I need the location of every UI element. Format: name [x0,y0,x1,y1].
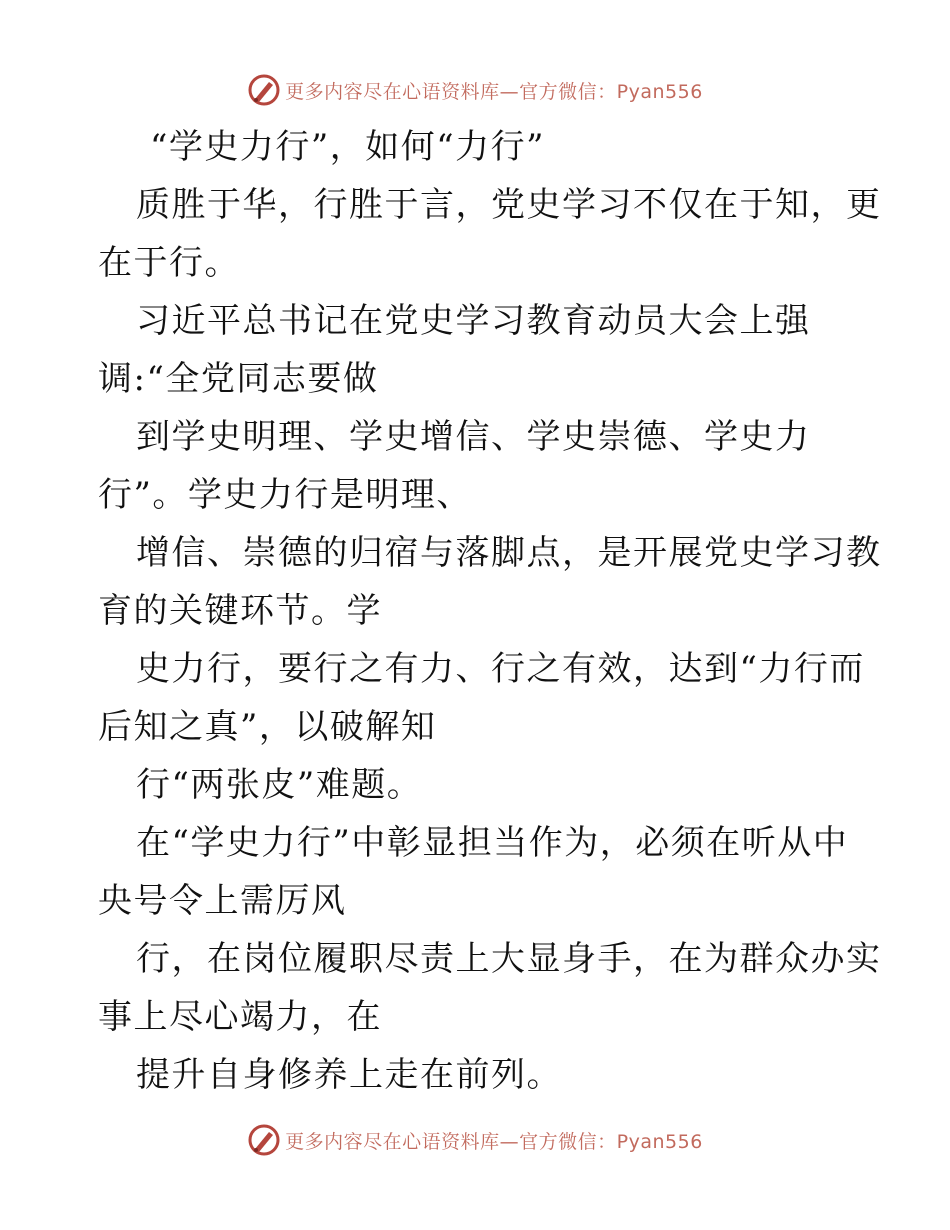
text-line: 调:“全党同志要做 [98,359,379,399]
text-line: 质胜于华，行胜于言，党史学习不仅在于知，更 [136,185,882,225]
text-line: 史力行，要行之有力、行之有效，达到“力行而 [136,649,865,689]
text-line: 央号令上需厉风 [98,881,347,921]
pen-logo-icon [247,1123,281,1157]
text-line: 育的关键环节。学 [98,591,382,631]
header-watermark [0,70,950,110]
text-line: 到学史明理、学史增信、学史崇德、学史力 [136,417,811,457]
text-line: 行”。学史力行是明理、 [98,475,472,515]
pen-logo-icon [247,73,281,107]
text-line: 习近平总书记在党史学习教育动员大会上强 [136,301,811,341]
text-line: 后知之真”，以破解知 [98,707,437,747]
footer-watermark [0,1120,950,1160]
text-line: 在于行。 [98,243,240,283]
watermark-text: 更多内容尽在心语资料库—官方微信：Pyan556 [285,1130,703,1153]
watermark-text: 更多内容尽在心语资料库—官方微信：Pyan556 [285,80,703,103]
text-line: 增信、崇德的归宿与落脚点，是开展党史学习教 [136,533,882,573]
text-line: 提升自身修养上走在前列。 [136,1055,562,1095]
document-body [98,118,882,1104]
text-line: 在“学史力行”中彰显担当作为，必须在听从中 [136,823,849,863]
text-line: 行“两张皮”难题。 [136,765,423,805]
text-line: 行，在岗位履职尽责上大显身手，在为群众办实 [136,939,882,979]
document-title: “学史力行”，如何“力行” [150,127,546,167]
text-line: 事上尽心竭力，在 [98,997,382,1037]
